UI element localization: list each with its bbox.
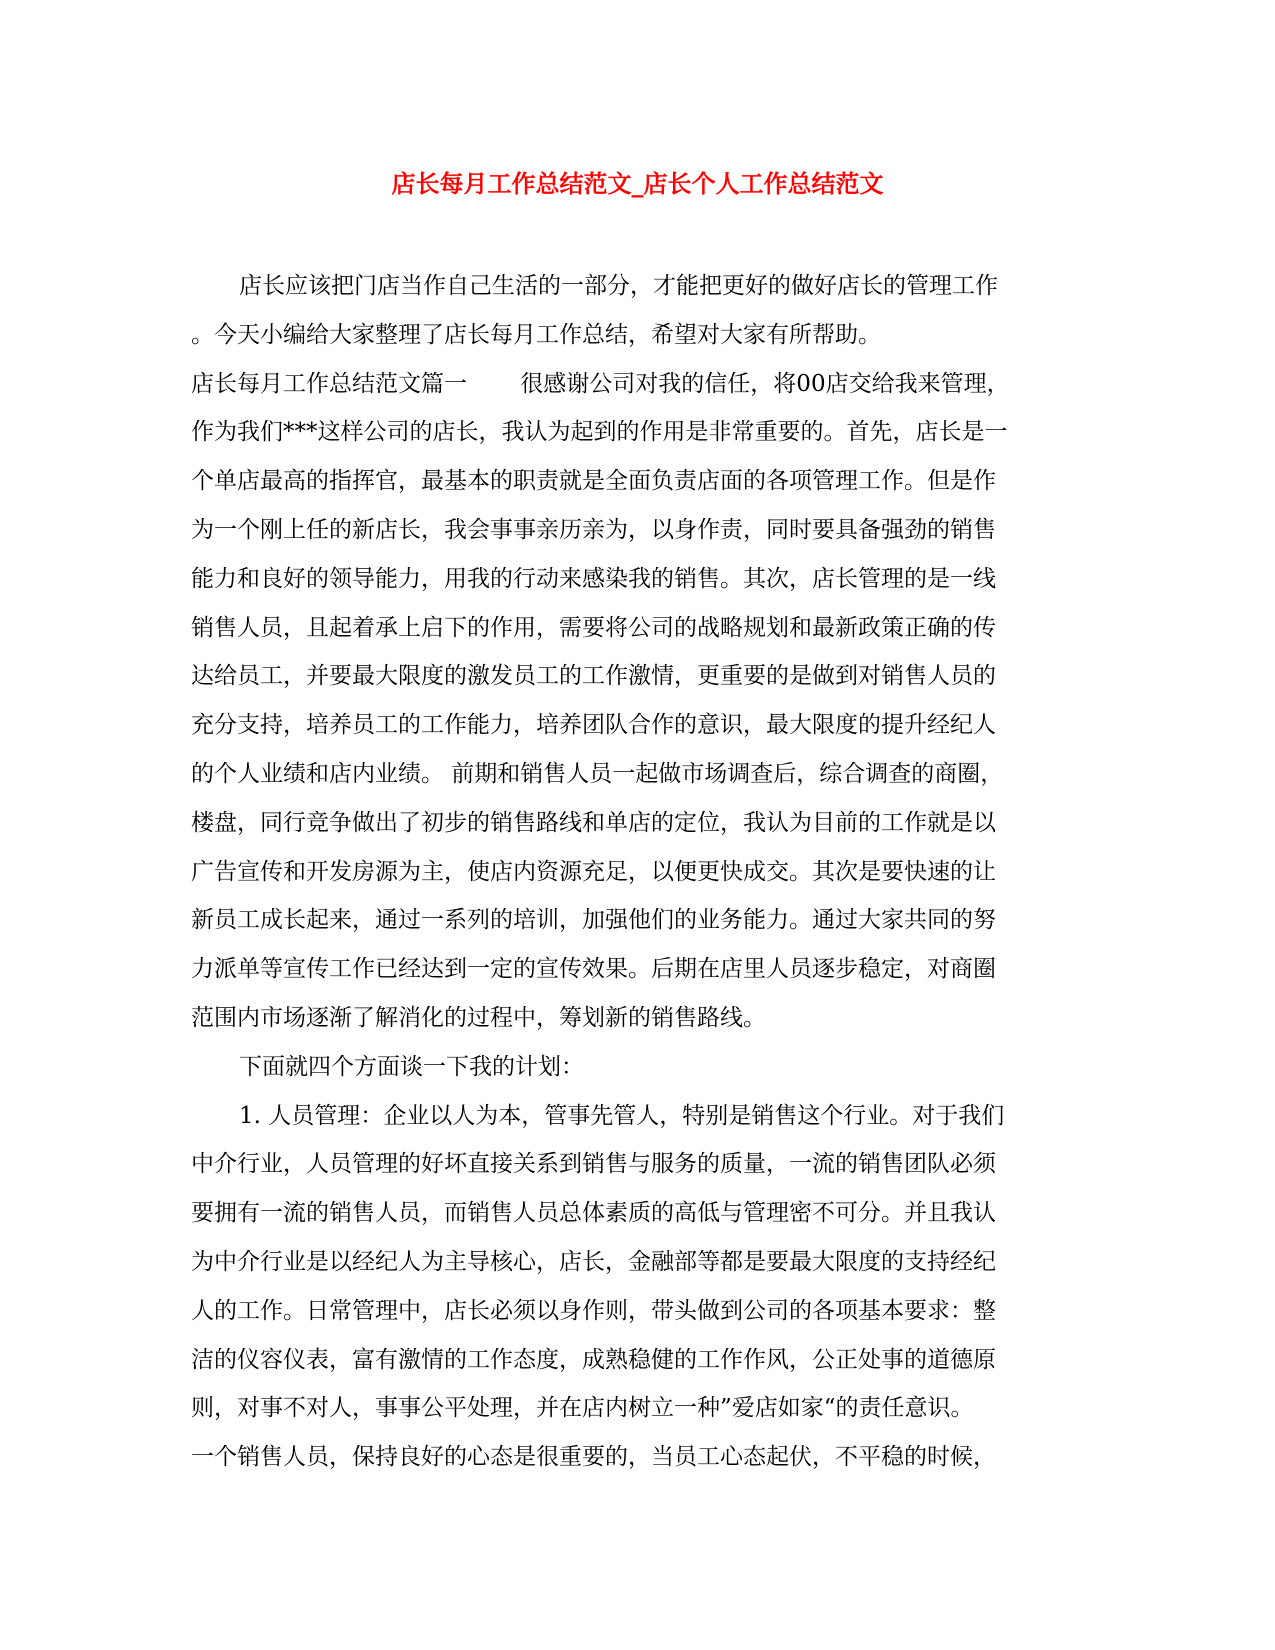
body-line: 要拥有一流的销售人员，而销售人员总体素质的高低与管理密不可分。并且我认	[191, 1200, 996, 1227]
body-line: 力派单等宣传工作已经达到一定的宣传效果。后期在店里人员逐步稳定，对商圈	[191, 956, 996, 983]
body-line: 人的工作。日常管理中，店长必须以身作则，带头做到公司的各项基本要求：整	[191, 1297, 996, 1324]
body-line: 。今天小编给大家整理了店长每月工作总结，希望对大家有所帮助。	[191, 321, 881, 348]
document-body	[191, 262, 1083, 1482]
document-title: 店长每月工作总结范文_店长个人工作总结范文	[391, 169, 884, 198]
body-line: 范围内市场逐渐了解消化的过程中，筹划新的销售路线。	[191, 1004, 766, 1031]
body-line: 洁的仪容仪表，富有激情的工作态度，成熟稳健的工作作风，公正处事的道德原	[191, 1346, 996, 1373]
body-line: 销售人员，且起着承上启下的作用，需要将公司的战略规划和最新政策正确的传	[191, 614, 996, 641]
body-line: 店长每月工作总结范文篇一 很感谢公司对我的信任，将00店交给我来管理，	[191, 370, 1010, 397]
body-line: 中介行业，人员管理的好坏直接关系到销售与服务的质量，一流的销售团队必须	[191, 1151, 996, 1178]
body-line: 作为我们***这样公司的店长，我认为起到的作用是非常重要的。首先，店长是一	[191, 419, 1008, 446]
body-line: 为一个刚上任的新店长，我会事事亲历亲为，以身作责，同时要具备强劲的销售	[191, 516, 996, 543]
body-line: 1. 人员管理：企业以人为本，管事先管人，特别是销售这个行业。对于我们	[239, 1102, 1005, 1129]
body-line: 能力和良好的领导能力，用我的行动来感染我的销售。其次，店长管理的是一线	[191, 565, 996, 592]
body-line: 为中介行业是以经纪人为主导核心，店长，金融部等都是要最大限度的支持经纪	[191, 1248, 996, 1275]
body-line: 下面就四个方面谈一下我的计划：	[239, 1053, 584, 1080]
body-line: 新员工成长起来，通过一系列的培训，加强他们的业务能力。通过大家共同的努	[191, 907, 996, 934]
body-line: 广告宣传和开发房源为主，使店内资源充足，以便更快成交。其次是要快速的让	[191, 858, 996, 885]
body-line: 楼盘，同行竞争做出了初步的销售路线和单店的定位，我认为目前的工作就是以	[191, 809, 996, 836]
body-line: 店长应该把门店当作自己生活的一部分，才能把更好的做好店长的管理工作	[239, 273, 998, 299]
body-line: 则，对事不对人，事事公平处理，并在店内树立一种”爱店如家“的责任意识。	[191, 1395, 974, 1422]
body-line: 达给员工，并要最大限度的激发员工的工作激情，更重要的是做到对销售人员的	[191, 663, 996, 690]
body-line: 一个销售人员，保持良好的心态是很重要的，当员工心态起伏，不平稳的时候，	[191, 1444, 996, 1471]
body-line: 的个人业绩和店内业绩。 前期和销售人员一起做市场调查后，综合调查的商圈，	[191, 760, 1004, 787]
body-line: 充分支持，培养员工的工作能力，培养团队合作的意识，最大限度的提升经纪人	[191, 712, 996, 739]
body-line: 个单店最高的指挥官，最基本的职责就是全面负责店面的各项管理工作。但是作	[191, 468, 996, 495]
